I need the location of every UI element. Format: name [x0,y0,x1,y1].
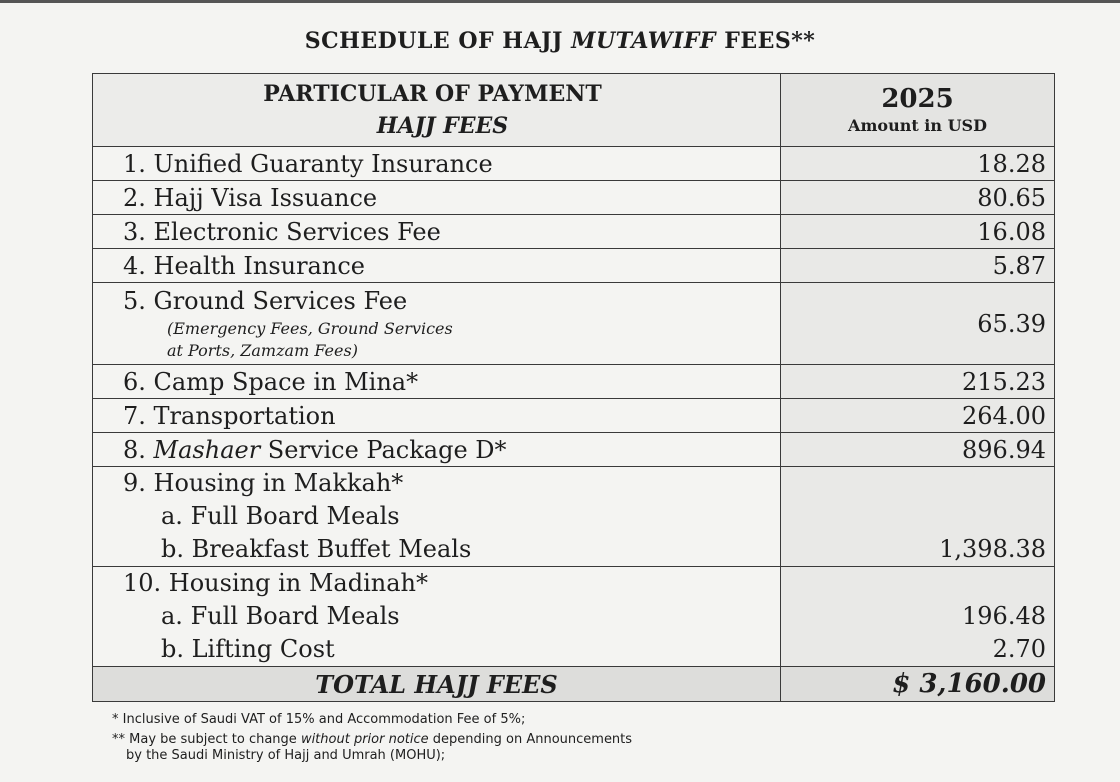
table-row: 10. Housing in Madinah* a. Full Board Meals b. Lifting Cost 196.48 2.70 [93,567,1055,667]
table-row: 9. Housing in Makkah* a. Full Board Meals b. Breakfast Buffet Meals 1,398.38 [93,467,1055,567]
header-particular: PARTICULAR OF PAYMENT HAJJ FEES [93,74,781,147]
table-row: 6. Camp Space in Mina* 215.23 [93,365,1055,399]
table-row: 4. Health Insurance 5.87 [93,249,1055,283]
header-year: 2025 Amount in USD [781,74,1055,147]
footnote-1: * Inclusive of Saudi VAT of 15% and Accommodation Fee of 5%; [112,712,526,727]
footnote-2: ** May be subject to change without prior notice depending on Announcements [112,732,633,747]
fees-table [92,73,1055,702]
table-header-row [93,74,1055,147]
table-row: 1. Unified Guaranty Insurance 18.28 [93,147,1055,181]
table-row: 3. Electronic Services Fee 16.08 [93,215,1055,249]
table-row: 7. Transportation 264.00 [93,399,1055,433]
top-edge-bar [0,0,1120,3]
page-title: SCHEDULE OF HAJJ MUTAWIFF FEES** [304,28,816,54]
table-row: 5. Ground Services Fee (Emergency Fees, Ground Services at Ports, Zamzam Fees) 65.39 [93,283,1055,365]
table-row: 8. Mashaer Service Package D* 896.94 [93,433,1055,467]
footnote-3: by the Saudi Ministry of Hajj and Umrah (MOHU); [126,748,446,763]
total-row: TOTAL HAJJ FEES $ 3,160.00 [93,667,1055,702]
table-row: 2. Hajj Visa Issuance 80.65 [93,181,1055,215]
